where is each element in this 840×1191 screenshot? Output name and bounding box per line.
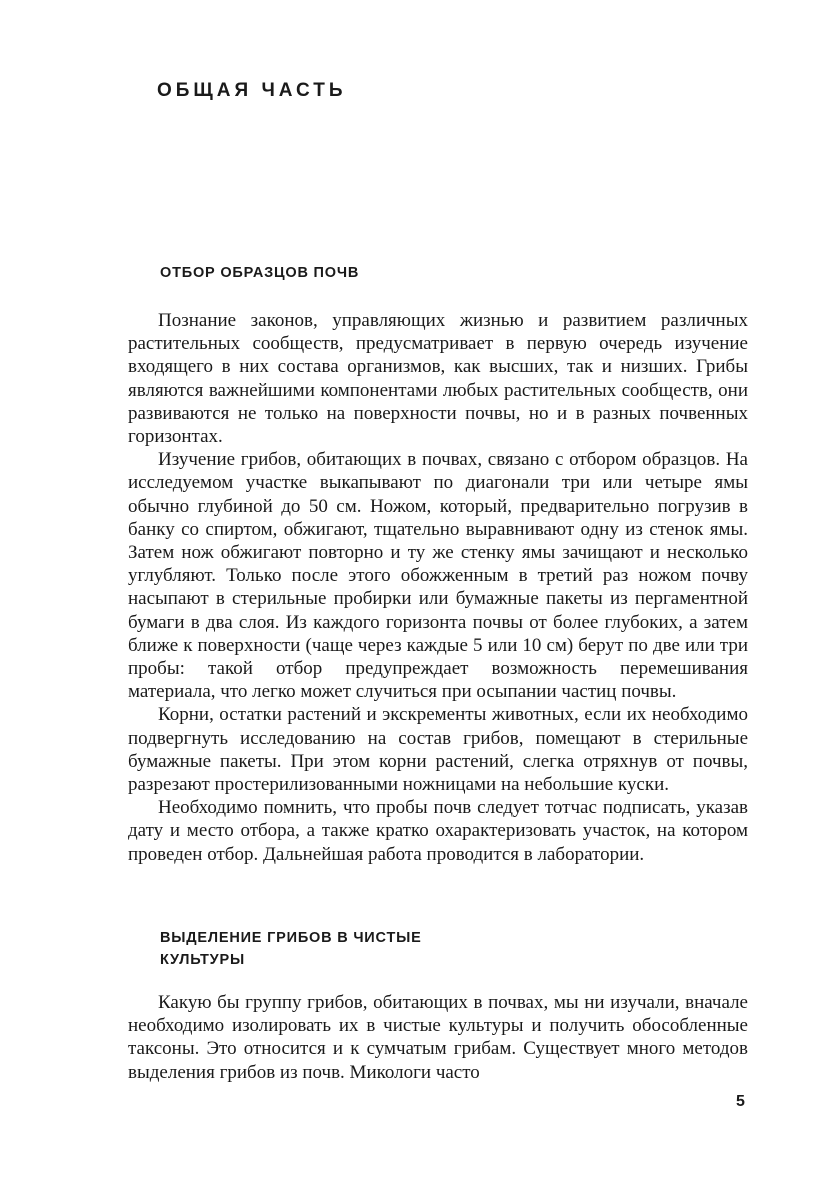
paragraph: Изучение грибов, обитающих в почвах, связано с отбором образцов. На исследуемом участке выкапывают по диагонали три или четыре ямы обычно глубиной до 50 см. Ножом, который, предварительно погрузив в банку со спиртом, обжигают, тщательно выравнивают одну из стенок ямы. Затем нож обжигают повторно и ту же стенку ямы зачищают и несколько углубляют. Только после этого обожженным в третий раз ножом почву насыпают в стерильные пробирки или бумажные пакеты из пергаментной бумаги в два слоя. Из каждого горизонта почвы от более глубоких, а затем ближе к поверхности (чаще через каждые 5 или 10 см) берут по две или три пробы: такой отбор предупреждает возможность перемешивания материала, что легко может случиться при осыпании частиц почвы. xyxy=(128,449,748,703)
paragraph: Необходимо помнить, что пробы почв следует тотчас подписать, указав дату и место отбора, а также кратко охарактеризовать участок, на котором проведен отбор. Дальнейшая работа проводится в лаборатории. xyxy=(128,797,748,865)
paragraph: Познание законов, управляющих жизнью и развитием различных растительных сообществ, предусматривает в первую очередь изучение входящего в них состава организмов, как высших, так и низших. Грибы являются важнейшими компонентами любых растительных сообществ, они развиваются не только на поверхности почвы, но и в разных почвенных горизонтах. xyxy=(128,310,748,448)
section-title-line: ВЫДЕЛЕНИЕ ГРИБОВ В ЧИСТЫЕ xyxy=(160,930,422,946)
paragraph: Корни, остатки растений и экскременты животных, если их необходимо подвергнуть исследованию на состав грибов, помещают в стерильные бумажные пакеты. При этом корни растений, слегка отряхнув от почвы, разрезают простерилизованными ножницами на небольшие куски. xyxy=(128,704,748,796)
chapter-title: ОБЩАЯ ЧАСТЬ xyxy=(157,80,347,101)
section-title-line: КУЛЬТУРЫ xyxy=(160,952,245,968)
section-title-soil-sampling: ОТБОР ОБРАЗЦОВ ПОЧВ xyxy=(160,265,360,281)
section-title-pure-cultures xyxy=(160,927,422,971)
section-body-soil-sampling xyxy=(128,309,748,866)
page-number: 5 xyxy=(736,1093,745,1110)
paragraph: Какую бы группу грибов, обитающих в почвах, мы ни изучали, вначале необходимо изолировать их в чистые культуры и получить обособленные таксоны. Это относится и к сумчатым грибам. Существует много методов выделения грибов из почв. Микологи часто xyxy=(128,992,748,1083)
section-body-pure-cultures xyxy=(128,991,748,1084)
